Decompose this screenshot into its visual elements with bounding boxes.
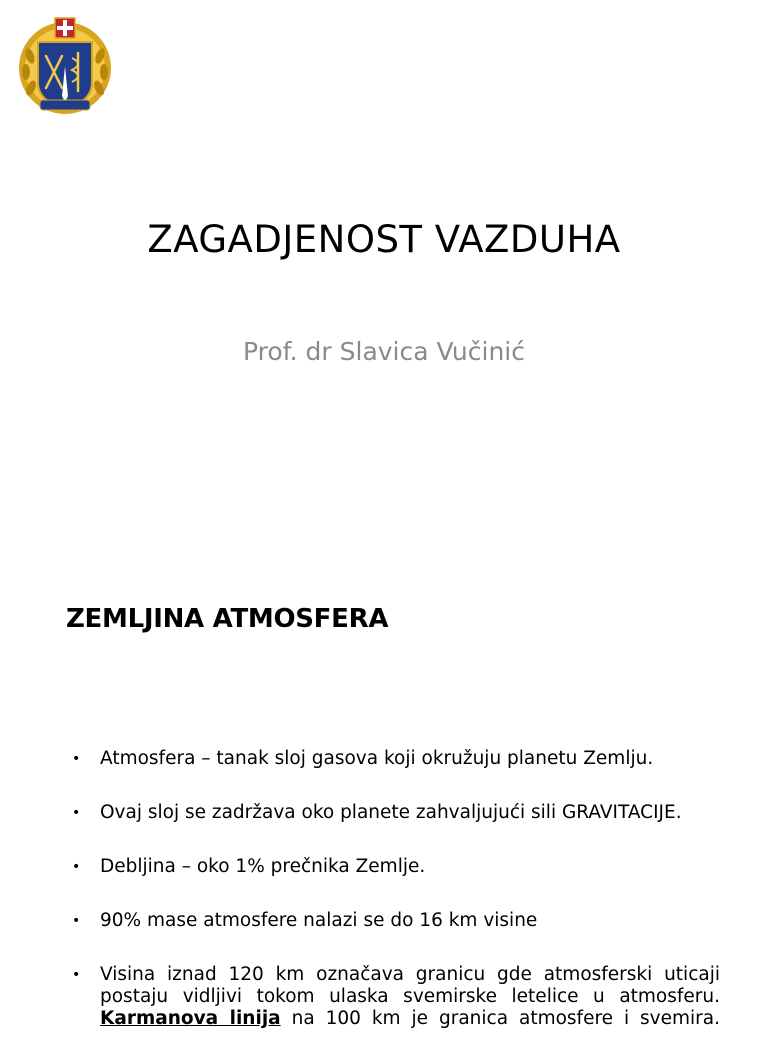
bullet-icon: • (72, 967, 81, 983)
slide-subtitle: Prof. dr Slavica Vučinić (243, 337, 525, 366)
list-item (72, 910, 720, 932)
bullet-icon: • (72, 751, 81, 767)
bullet-text: Visina iznad 120 km označava granicu gde atmosferski uticaji postaju vidljivi tokom ulaska svemirske letelice u atmosferu. (100, 964, 720, 1007)
list-item (72, 748, 720, 770)
karman-line-term: Karmanova linija (100, 1008, 281, 1029)
bullet-text-rest: na 100 km je granica atmosfere i svemira. (280, 1008, 720, 1029)
bullet-text: Debljina – oko 1% prečnika Zemlje. (100, 856, 426, 877)
bullet-icon: • (72, 805, 81, 821)
slide-heading: ZEMLJINA ATMOSFERA (66, 604, 389, 634)
list-item (72, 802, 720, 824)
content-slide (0, 560, 768, 1029)
bullet-text: Atmosfera – tanak sloj gasova koji okružuju planetu Zemlju. (100, 748, 654, 769)
list-item (72, 856, 720, 878)
list-item (72, 964, 720, 1030)
slide-title: ZAGADJENOST VAZDUHA (147, 218, 621, 261)
university-crest-icon (16, 16, 114, 116)
bullet-icon: • (72, 859, 81, 875)
bullet-list (72, 748, 720, 1062)
bullet-text: 90% mase atmosfere nalazi se do 16 km visine (100, 910, 538, 931)
bullet-icon: • (72, 913, 81, 929)
bullet-text: Ovaj sloj se zadržava oko planete zahvaljujući sili GRAVITACIJE. (100, 802, 682, 823)
